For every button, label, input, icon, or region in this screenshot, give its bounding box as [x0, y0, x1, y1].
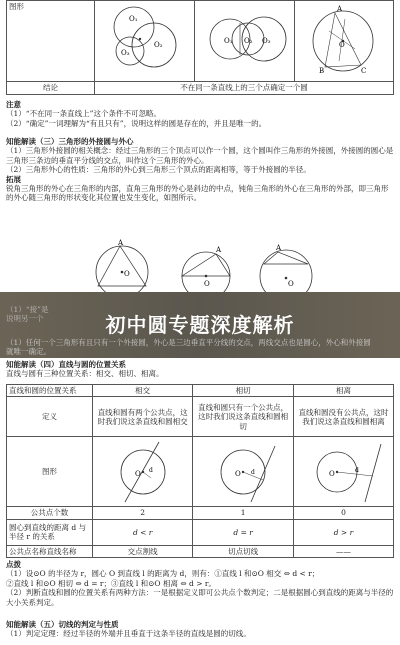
section-title: 知能解读（四）直线与圆的位置关系: [6, 360, 126, 369]
header-cell: 相离: [293, 385, 393, 397]
figure-separate: [293, 437, 393, 507]
definition-cell: 直线和圆没有公共点，这时我们说这条直线和圆相离: [293, 397, 393, 437]
definition-cell: 直线和圆有两个公共点，这时我们说这条直线和圆相交: [93, 397, 193, 437]
header-cell: 相交: [93, 385, 193, 397]
row-label-conclusion: 结论: [7, 82, 95, 94]
figure-three-points: [295, 1, 394, 82]
notes-title: 注意: [6, 100, 21, 109]
label-o2-b: O₂: [243, 37, 253, 45]
figure-one-point: [95, 1, 195, 82]
count-cell: 2: [93, 507, 193, 519]
label-o3: O₃: [120, 49, 130, 57]
row-label: 公共点个数: [7, 507, 93, 519]
obscured-text: （1）“接”是 说明另一个: [6, 305, 49, 324]
expand-text: 锐角三角形的外心在三角形的内部，直角三角形的外心是斜边的中点，钝角三角形的外心在三角形的外部，即三角形的外心随三角形的形状变化其位置也发生变化，如图所示。: [6, 183, 389, 203]
name-cell: 交点割线: [93, 545, 193, 557]
svg-text:d: d: [251, 468, 255, 476]
section-item: （1）三角形外接圆的相关概念：经过三角形的三个顶点可以作一个圆，这个圆叫作三角形的外接圆，外接圆的圆心是三角形三条边的垂直平分线的交点，叫作这个三角形的外心。: [6, 146, 394, 165]
row-label: 圆心到直线的距离 d 与半径 r 的关系: [7, 519, 93, 545]
svg-text:d: d: [355, 466, 360, 474]
section-line-circle: [6, 360, 394, 379]
name-cell: ——: [293, 545, 393, 557]
note-item: （2）判断直线和圆的位置关系有两种方法：一是根据定义即可公共点个数判定；二是根据圆心到直线的距离与半径的大小关系判定。: [6, 588, 394, 607]
figure-tangent: [193, 437, 294, 507]
section-item: （1）判定定理：经过半径的外端并且垂直于这条半径的直线是圆的切线。: [6, 629, 251, 639]
svg-text:O: O: [329, 469, 336, 478]
row-label: 图形: [7, 437, 93, 507]
conclusion-value: 不在同一条直线上的三个点确定一个圆: [95, 82, 394, 94]
notes-title: 点拨: [6, 560, 21, 569]
header-cell: 直线和圆的位置关系: [7, 385, 93, 397]
label-o3-b: O₃: [261, 37, 271, 45]
svg-text:O: O: [204, 280, 210, 288]
label-b: B: [319, 67, 325, 75]
relation-cell: d = r: [193, 519, 294, 545]
row-label: 公共点名称直线名称: [7, 545, 93, 557]
note-item: （1）“不在同一条直线上”这个条件不可忽略。: [6, 109, 161, 119]
acute-triangle-figure: [96, 239, 148, 298]
notes-block-1: [6, 100, 394, 128]
section-item: （2）三角形外心的性质：三角形的外心到三角形三个顶点的距离相等，等于外接圆的半径。: [6, 165, 311, 175]
svg-text:A: A: [118, 239, 124, 247]
section-intro: 直线与圆有三种位置关系：相交、相切、相离。: [6, 369, 164, 379]
section-circumcircle: [6, 137, 394, 203]
svg-text:d: d: [148, 466, 153, 474]
svg-text:A: A: [276, 244, 282, 252]
section-title: 知能解读（五）切线的判定与性质: [6, 620, 119, 629]
notes-block-2: [6, 560, 394, 607]
label-o2: O₂: [153, 41, 163, 49]
svg-text:O: O: [288, 280, 294, 288]
obscured-text-2: （1）任何一个三角形有且只有一个外接圆，外心是三边垂直平分线的交点，两线交点也是圆心，外心和外接圆 就唯一确定。: [6, 338, 371, 357]
definition-cell: 直线和圆只有一个公共点，这时我们说这条直线和圆相切: [193, 397, 294, 437]
svg-text:O: O: [235, 469, 241, 478]
note-item: ②直线 l 和⊙O 相切 ⇔ d = r；③直线 l 和⊙O 相离 ⇔ d > r。: [6, 578, 216, 588]
section-tangent: [6, 620, 394, 639]
note-item: （1）设⊙O 的半径为 r，圆心 O 到直线 l 的距离为 d，则有：①直线 l 和⊙O 相交 ⇔ d < r；: [6, 569, 320, 579]
relation-cell: d > r: [293, 519, 393, 545]
circle-determination-table: [6, 0, 394, 95]
section-title: 知能解读（三）三角形的外接圆与外心: [6, 137, 134, 146]
svg-text:O: O: [134, 469, 141, 478]
figure-intersect: [93, 437, 193, 507]
relation-cell: d < r: [93, 519, 193, 545]
header-cell: 相切: [193, 385, 294, 397]
label-o: O: [339, 41, 345, 49]
note-item: （2）“确定”一词理解为“有且只有”，说明这样的圆是存在的，并且是唯一的。: [6, 118, 267, 128]
row-label: 定义: [7, 397, 93, 437]
name-cell: 切点切线: [193, 545, 294, 557]
label-o1-b: O₁: [223, 37, 233, 45]
label-a: A: [337, 5, 343, 13]
svg-text:O: O: [124, 270, 130, 278]
banner-title: 初中圆专题深度解析: [105, 312, 295, 337]
label-o1: O₁: [128, 15, 138, 23]
expand-title: 拓展: [6, 174, 21, 184]
row-label-figure: 图形: [7, 1, 95, 82]
count-cell: 0: [293, 507, 393, 519]
label-c: C: [361, 67, 367, 75]
svg-text:A: A: [216, 246, 222, 254]
line-circle-relation-table: [6, 384, 394, 558]
count-cell: 1: [193, 507, 294, 519]
figure-two-points: [195, 1, 295, 82]
